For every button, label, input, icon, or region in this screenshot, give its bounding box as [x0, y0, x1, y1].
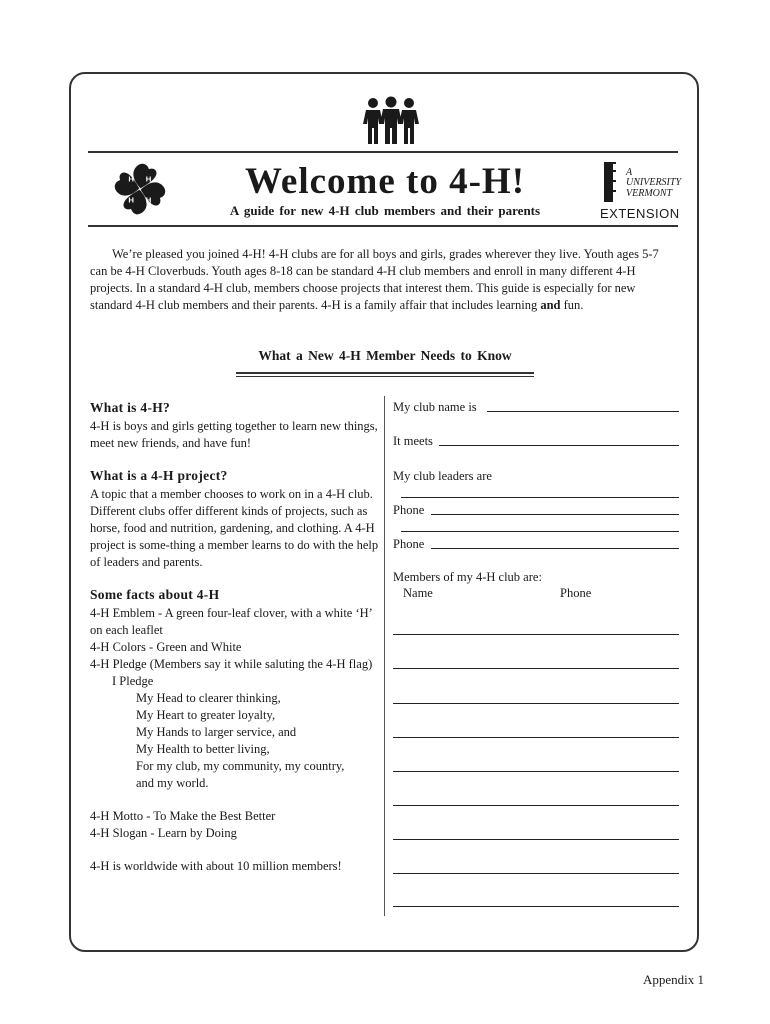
intro-text-2: fun. — [560, 298, 584, 312]
phone-field-2[interactable] — [393, 535, 679, 553]
facts-heading: Some facts about 4-H — [90, 587, 220, 602]
left-column — [90, 398, 380, 875]
intro-text-1: We’re pleased you joined 4-H! 4-H clubs are for all boys and girls, grades wherever they live. Youth ages 5-7 can be 4-H Cloverbuds. Youth ages 8-18 can be standard 4-H club members and enroll in many different 4-H projects. In a standard 4-H club, members choose projects that interest them. This guide is especially for new standard 4-H club members and their parents. 4-H is a family affair that includes learning — [90, 247, 659, 312]
member-blank[interactable] — [393, 805, 679, 806]
meets-field[interactable] — [393, 432, 679, 450]
section-title: What a New 4-H Member Needs to Know — [258, 348, 512, 363]
page-title: Welcome to 4-H! — [244, 161, 526, 202]
intro-paragraph — [90, 246, 678, 314]
appendix-label: Appendix 1 — [642, 972, 704, 987]
project-text: A topic that a member chooses to work on in a 4-H club. Different clubs offer different kinds of projects, such as horse, food and nutrition, gardening, and clothing. A 4-H project is some-thing a member learns to do with the help of leaders and parents. — [90, 487, 379, 569]
pledge-line: For my club, my community, my country, — [136, 759, 345, 773]
what-is-4h-text: 4-H is boys and girls getting together to learn new things, meet new friends, and have fun! — [90, 419, 378, 450]
logo-line-vermont: VERMONT — [626, 188, 673, 199]
logo-extension-text: EXTENSION — [600, 206, 680, 221]
leaders-field — [393, 467, 679, 485]
member-blank[interactable] — [393, 771, 679, 772]
phone-field-1[interactable] — [393, 501, 679, 519]
svg-text:H: H — [128, 195, 134, 205]
project-heading: What is a 4-H project? — [90, 468, 228, 483]
pledge-intro: I Pledge — [112, 674, 154, 688]
meets-label: It meets — [393, 434, 433, 448]
meets-blank[interactable] — [439, 445, 679, 446]
phone-blank-2[interactable] — [431, 548, 679, 549]
leader-blank-1[interactable] — [401, 497, 679, 498]
club-name-blank[interactable] — [487, 411, 679, 412]
header-bottom-rule — [88, 225, 678, 227]
column-divider — [384, 396, 385, 916]
fact-pledge: 4-H Pledge (Members say it while saluting the 4-H flag) — [90, 657, 373, 671]
svg-text:H: H — [145, 174, 152, 184]
section-rule-thick — [236, 372, 534, 374]
pledge-line: and my world. — [136, 776, 209, 790]
leaders-label: My club leaders are — [393, 469, 492, 483]
name-column-header: Name — [403, 586, 433, 600]
phone-label-2: Phone — [393, 537, 425, 551]
member-blank[interactable] — [393, 634, 679, 635]
phone-blank-1[interactable] — [431, 514, 679, 515]
fact-motto: 4-H Motto - To Make the Best Better — [90, 809, 276, 823]
pledge-line: My Head to clearer thinking, — [136, 691, 281, 705]
members-field — [393, 568, 679, 586]
member-blank[interactable] — [393, 737, 679, 738]
club-name-field[interactable] — [393, 398, 679, 416]
fact-emblem: 4-H Emblem - A green four-leaf clover, with a white ‘H’ on each leaflet — [90, 606, 372, 637]
svg-text:H: H — [145, 195, 152, 205]
members-label: Members of my 4-H club are: — [393, 570, 542, 584]
pledge-line: My Heart to greater loyalty, — [136, 708, 276, 722]
fact-worldwide: 4-H is worldwide with about 10 million members! — [90, 859, 342, 873]
phone-column-header: Phone — [560, 586, 592, 600]
member-blank[interactable] — [393, 906, 679, 907]
fact-slogan: 4-H Slogan - Learn by Doing — [90, 826, 237, 840]
pledge-line: My Hands to larger service, and — [136, 725, 297, 739]
club-name-label: My club name is — [393, 400, 477, 414]
member-blank[interactable] — [393, 703, 679, 704]
pledge-line: My Health to better living, — [136, 742, 270, 756]
logo-line-university: UNIVERSITY — [626, 177, 681, 188]
fact-colors: 4-H Colors - Green and White — [90, 640, 242, 654]
member-blank[interactable] — [393, 839, 679, 840]
header-top-rule — [88, 151, 678, 153]
phone-label-1: Phone — [393, 503, 425, 517]
logo-line-a: A — [626, 167, 633, 178]
member-blank[interactable] — [393, 668, 679, 669]
intro-bold-and: and — [540, 298, 561, 312]
what-is-4h-heading: What is 4-H? — [90, 400, 171, 415]
svg-text:H: H — [128, 174, 134, 184]
page-subtitle: A guide for new 4-H club members and their parents — [229, 203, 541, 218]
member-blank[interactable] — [393, 873, 679, 874]
children-figures-icon — [361, 96, 421, 146]
section-rule-thin — [236, 376, 534, 377]
leader-blank-2[interactable] — [401, 531, 679, 532]
